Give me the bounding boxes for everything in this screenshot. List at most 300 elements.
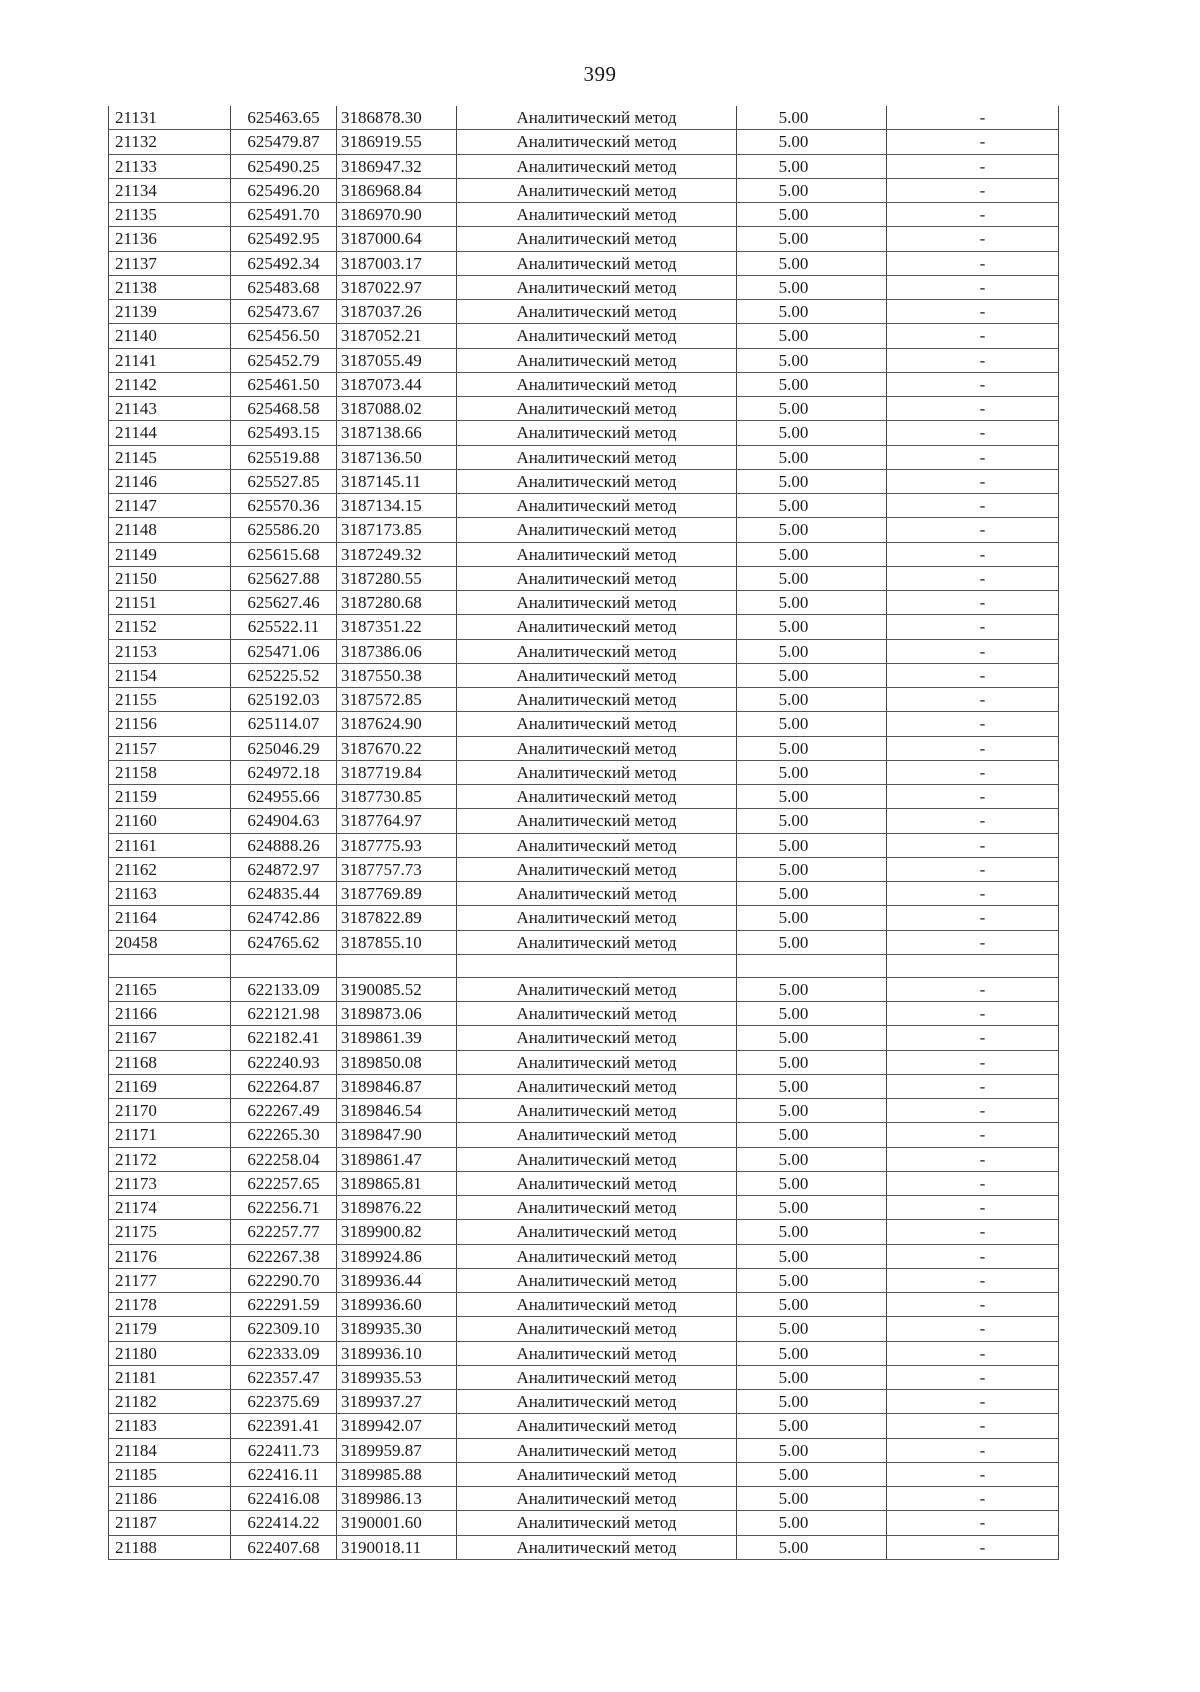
table-row (109, 639, 1059, 663)
point-number: 21140 (109, 324, 231, 348)
coordinate-x: 625114.07 (231, 712, 337, 736)
coordinate-x: 624872.97 (231, 857, 337, 881)
point-number: 21178 (109, 1293, 231, 1317)
accuracy-cell: 5.00 (737, 1050, 887, 1074)
coordinate-x: 625490.25 (231, 154, 337, 178)
empty-mark-cell: - (887, 106, 1059, 130)
empty-mark-cell: - (887, 1390, 1059, 1414)
point-number: 21181 (109, 1365, 231, 1389)
accuracy-cell: 5.00 (737, 1365, 887, 1389)
method-cell: Аналитический метод (457, 445, 737, 469)
method-cell: Аналитический метод (457, 566, 737, 590)
point-number: 21166 (109, 1002, 231, 1026)
table-row (109, 1002, 1059, 1026)
accuracy-cell: 5.00 (737, 421, 887, 445)
empty-mark-cell: - (887, 372, 1059, 396)
table-row (109, 445, 1059, 469)
accuracy-cell: 5.00 (737, 518, 887, 542)
table-row (109, 906, 1059, 930)
coordinate-y: 3186878.30 (337, 106, 457, 130)
method-cell: Аналитический метод (457, 785, 737, 809)
point-number: 21154 (109, 663, 231, 687)
method-cell: Аналитический метод (457, 615, 737, 639)
table-row (109, 1268, 1059, 1292)
point-number: 21156 (109, 712, 231, 736)
point-number: 21138 (109, 275, 231, 299)
blank-cell (887, 954, 1059, 977)
accuracy-cell: 5.00 (737, 324, 887, 348)
empty-mark-cell: - (887, 1074, 1059, 1098)
accuracy-cell: 5.00 (737, 639, 887, 663)
point-number: 21162 (109, 857, 231, 881)
table-row (109, 663, 1059, 687)
accuracy-cell: 5.00 (737, 1171, 887, 1195)
empty-mark-cell: - (887, 906, 1059, 930)
coordinate-x: 625483.68 (231, 275, 337, 299)
accuracy-cell: 5.00 (737, 251, 887, 275)
coordinate-y: 3189935.53 (337, 1365, 457, 1389)
accuracy-cell: 5.00 (737, 1414, 887, 1438)
accuracy-cell: 5.00 (737, 1220, 887, 1244)
table-row (109, 227, 1059, 251)
blank-cell (737, 954, 887, 977)
method-cell: Аналитический метод (457, 736, 737, 760)
table-row (109, 251, 1059, 275)
coordinate-y: 3189876.22 (337, 1196, 457, 1220)
accuracy-cell: 5.00 (737, 857, 887, 881)
method-cell: Аналитический метод (457, 251, 737, 275)
coordinate-x: 625627.88 (231, 566, 337, 590)
coordinate-y: 3187572.85 (337, 688, 457, 712)
empty-mark-cell: - (887, 882, 1059, 906)
accuracy-cell: 5.00 (737, 930, 887, 954)
point-number: 21179 (109, 1317, 231, 1341)
coordinate-x: 624742.86 (231, 906, 337, 930)
table-row (109, 1050, 1059, 1074)
table-row (109, 1365, 1059, 1389)
method-cell: Аналитический метод (457, 372, 737, 396)
table-row (109, 930, 1059, 954)
table-row (109, 1147, 1059, 1171)
coordinate-x: 622333.09 (231, 1341, 337, 1365)
method-cell: Аналитический метод (457, 1535, 737, 1559)
empty-mark-cell: - (887, 1002, 1059, 1026)
coordinate-x: 622416.11 (231, 1462, 337, 1486)
coordinate-x: 625522.11 (231, 615, 337, 639)
point-number: 21131 (109, 106, 231, 130)
coordinate-x: 622264.87 (231, 1074, 337, 1098)
coordinate-y: 3190085.52 (337, 977, 457, 1001)
point-number: 21160 (109, 809, 231, 833)
method-cell: Аналитический метод (457, 1462, 737, 1486)
coordinate-x: 622411.73 (231, 1438, 337, 1462)
point-number: 21132 (109, 130, 231, 154)
point-number: 21165 (109, 977, 231, 1001)
accuracy-cell: 5.00 (737, 663, 887, 687)
coordinate-y: 3187138.66 (337, 421, 457, 445)
coordinate-y: 3187764.97 (337, 809, 457, 833)
coordinate-x: 622416.08 (231, 1487, 337, 1511)
coordinate-x: 622256.71 (231, 1196, 337, 1220)
method-cell: Аналитический метод (457, 1268, 737, 1292)
point-number: 21184 (109, 1438, 231, 1462)
empty-mark-cell: - (887, 1147, 1059, 1171)
coordinate-x: 625491.70 (231, 203, 337, 227)
coordinate-y: 3187037.26 (337, 300, 457, 324)
point-number: 21168 (109, 1050, 231, 1074)
accuracy-cell: 5.00 (737, 1196, 887, 1220)
table-row (109, 1511, 1059, 1535)
coordinate-x: 622182.41 (231, 1026, 337, 1050)
method-cell: Аналитический метод (457, 178, 737, 202)
accuracy-cell: 5.00 (737, 688, 887, 712)
accuracy-cell: 5.00 (737, 1462, 887, 1486)
accuracy-cell: 5.00 (737, 1123, 887, 1147)
empty-mark-cell: - (887, 1365, 1059, 1389)
table-row (109, 1390, 1059, 1414)
table-row (109, 1438, 1059, 1462)
method-cell: Аналитический метод (457, 324, 737, 348)
method-cell: Аналитический метод (457, 1026, 737, 1050)
accuracy-cell: 5.00 (737, 397, 887, 421)
point-number: 21163 (109, 882, 231, 906)
accuracy-cell: 5.00 (737, 882, 887, 906)
coordinate-y: 3189924.86 (337, 1244, 457, 1268)
point-number: 21182 (109, 1390, 231, 1414)
coordinate-y: 3189959.87 (337, 1438, 457, 1462)
coordinate-x: 624835.44 (231, 882, 337, 906)
coordinate-x: 625456.50 (231, 324, 337, 348)
method-cell: Аналитический метод (457, 494, 737, 518)
empty-mark-cell: - (887, 1220, 1059, 1244)
empty-mark-cell: - (887, 1438, 1059, 1462)
coordinate-x: 622414.22 (231, 1511, 337, 1535)
coordinate-x: 622391.41 (231, 1414, 337, 1438)
coordinate-y: 3187775.93 (337, 833, 457, 857)
table-row (109, 977, 1059, 1001)
table-row (109, 1535, 1059, 1559)
method-cell: Аналитический метод (457, 977, 737, 1001)
point-number: 21161 (109, 833, 231, 857)
table-row (109, 178, 1059, 202)
point-number: 21153 (109, 639, 231, 663)
coordinate-x: 624765.62 (231, 930, 337, 954)
point-number: 21158 (109, 760, 231, 784)
blank-cell (109, 954, 231, 977)
coordinate-y: 3190001.60 (337, 1511, 457, 1535)
accuracy-cell: 5.00 (737, 178, 887, 202)
accuracy-cell: 5.00 (737, 1244, 887, 1268)
table-row (109, 882, 1059, 906)
empty-mark-cell: - (887, 227, 1059, 251)
table-row (109, 348, 1059, 372)
coordinate-x: 624955.66 (231, 785, 337, 809)
table-row (109, 324, 1059, 348)
empty-mark-cell: - (887, 785, 1059, 809)
empty-mark-cell: - (887, 1196, 1059, 1220)
method-cell: Аналитический метод (457, 1365, 737, 1389)
empty-mark-cell: - (887, 1244, 1059, 1268)
accuracy-cell: 5.00 (737, 130, 887, 154)
empty-mark-cell: - (887, 688, 1059, 712)
coordinate-x: 622257.77 (231, 1220, 337, 1244)
table-row (109, 785, 1059, 809)
point-number: 21137 (109, 251, 231, 275)
coordinate-y: 3189850.08 (337, 1050, 457, 1074)
table-row (109, 1099, 1059, 1123)
accuracy-cell: 5.00 (737, 275, 887, 299)
point-number: 21142 (109, 372, 231, 396)
page-number: 399 (583, 62, 617, 86)
empty-mark-cell: - (887, 1511, 1059, 1535)
point-number: 21150 (109, 566, 231, 590)
coordinate-x: 624904.63 (231, 809, 337, 833)
coordinate-x: 622375.69 (231, 1390, 337, 1414)
accuracy-cell: 5.00 (737, 809, 887, 833)
coordinate-x: 625493.15 (231, 421, 337, 445)
method-cell: Аналитический метод (457, 203, 737, 227)
empty-mark-cell: - (887, 494, 1059, 518)
accuracy-cell: 5.00 (737, 106, 887, 130)
coordinate-y: 3189846.87 (337, 1074, 457, 1098)
empty-mark-cell: - (887, 857, 1059, 881)
table-row (109, 688, 1059, 712)
point-number: 21174 (109, 1196, 231, 1220)
accuracy-cell: 5.00 (737, 227, 887, 251)
accuracy-cell: 5.00 (737, 977, 887, 1001)
point-number: 21152 (109, 615, 231, 639)
coordinate-x: 625468.58 (231, 397, 337, 421)
coordinate-y: 3189935.30 (337, 1317, 457, 1341)
coordinate-x: 622240.93 (231, 1050, 337, 1074)
accuracy-cell: 5.00 (737, 445, 887, 469)
table-row (109, 106, 1059, 130)
coordinate-x: 625461.50 (231, 372, 337, 396)
method-cell: Аналитический метод (457, 469, 737, 493)
table-row (109, 518, 1059, 542)
method-cell: Аналитический метод (457, 639, 737, 663)
point-number: 21188 (109, 1535, 231, 1559)
coordinates-table (108, 106, 1059, 1560)
accuracy-cell: 5.00 (737, 785, 887, 809)
accuracy-cell: 5.00 (737, 760, 887, 784)
method-cell: Аналитический метод (457, 712, 737, 736)
method-cell: Аналитический метод (457, 663, 737, 687)
accuracy-cell: 5.00 (737, 1487, 887, 1511)
table-row (109, 736, 1059, 760)
empty-mark-cell: - (887, 154, 1059, 178)
method-cell: Аналитический метод (457, 1390, 737, 1414)
coordinate-x: 625519.88 (231, 445, 337, 469)
accuracy-cell: 5.00 (737, 736, 887, 760)
point-number: 21144 (109, 421, 231, 445)
method-cell: Аналитический метод (457, 154, 737, 178)
coordinate-x: 622133.09 (231, 977, 337, 1001)
accuracy-cell: 5.00 (737, 906, 887, 930)
empty-mark-cell: - (887, 1026, 1059, 1050)
point-number: 21186 (109, 1487, 231, 1511)
empty-mark-cell: - (887, 469, 1059, 493)
method-cell: Аналитический метод (457, 1002, 737, 1026)
accuracy-cell: 5.00 (737, 1268, 887, 1292)
accuracy-cell: 5.00 (737, 566, 887, 590)
method-cell: Аналитический метод (457, 1147, 737, 1171)
coordinate-y: 3186919.55 (337, 130, 457, 154)
accuracy-cell: 5.00 (737, 300, 887, 324)
accuracy-cell: 5.00 (737, 833, 887, 857)
coordinate-y: 3186947.32 (337, 154, 457, 178)
accuracy-cell: 5.00 (737, 1074, 887, 1098)
coordinate-x: 625225.52 (231, 663, 337, 687)
table-row (109, 1341, 1059, 1365)
table-row (109, 760, 1059, 784)
coordinate-x: 622265.30 (231, 1123, 337, 1147)
coordinate-x: 625473.67 (231, 300, 337, 324)
empty-mark-cell: - (887, 275, 1059, 299)
point-number: 21170 (109, 1099, 231, 1123)
point-number: 21143 (109, 397, 231, 421)
accuracy-cell: 5.00 (737, 494, 887, 518)
coordinate-y: 3187003.17 (337, 251, 457, 275)
method-cell: Аналитический метод (457, 1317, 737, 1341)
table-row (109, 566, 1059, 590)
accuracy-cell: 5.00 (737, 615, 887, 639)
accuracy-cell: 5.00 (737, 154, 887, 178)
table-row (109, 833, 1059, 857)
accuracy-cell: 5.00 (737, 348, 887, 372)
point-number: 21177 (109, 1268, 231, 1292)
point-number: 21176 (109, 1244, 231, 1268)
point-number: 21169 (109, 1074, 231, 1098)
coordinate-y: 3189873.06 (337, 1002, 457, 1026)
coordinate-y: 3186968.84 (337, 178, 457, 202)
table-row (109, 421, 1059, 445)
coordinate-x: 625192.03 (231, 688, 337, 712)
point-number: 21155 (109, 688, 231, 712)
empty-mark-cell: - (887, 712, 1059, 736)
coordinate-x: 622257.65 (231, 1171, 337, 1195)
method-cell: Аналитический метод (457, 1487, 737, 1511)
method-cell: Аналитический метод (457, 1123, 737, 1147)
point-number: 21146 (109, 469, 231, 493)
coordinate-x: 625586.20 (231, 518, 337, 542)
accuracy-cell: 5.00 (737, 591, 887, 615)
coordinate-x: 622290.70 (231, 1268, 337, 1292)
table-row (109, 591, 1059, 615)
blank-cell (337, 954, 457, 977)
coordinate-y: 3189900.82 (337, 1220, 457, 1244)
empty-mark-cell: - (887, 324, 1059, 348)
coordinate-x: 625452.79 (231, 348, 337, 372)
coordinate-y: 3189861.47 (337, 1147, 457, 1171)
accuracy-cell: 5.00 (737, 1099, 887, 1123)
point-number: 21133 (109, 154, 231, 178)
point-number: 21187 (109, 1511, 231, 1535)
table-row (109, 1026, 1059, 1050)
table-row (109, 130, 1059, 154)
point-number: 21173 (109, 1171, 231, 1195)
method-cell: Аналитический метод (457, 348, 737, 372)
empty-mark-cell: - (887, 639, 1059, 663)
coordinate-y: 3187022.97 (337, 275, 457, 299)
coordinate-y: 3187000.64 (337, 227, 457, 251)
method-cell: Аналитический метод (457, 130, 737, 154)
coordinate-y: 3186970.90 (337, 203, 457, 227)
point-number: 21159 (109, 785, 231, 809)
coordinate-y: 3187136.50 (337, 445, 457, 469)
coordinate-x: 622267.38 (231, 1244, 337, 1268)
point-number: 21135 (109, 203, 231, 227)
empty-mark-cell: - (887, 130, 1059, 154)
empty-mark-cell: - (887, 518, 1059, 542)
table-row (109, 203, 1059, 227)
coordinate-y: 3187088.02 (337, 397, 457, 421)
method-cell: Аналитический метод (457, 1050, 737, 1074)
coordinate-y: 3187351.22 (337, 615, 457, 639)
coordinate-y: 3187249.32 (337, 542, 457, 566)
empty-mark-cell: - (887, 348, 1059, 372)
table-row (109, 372, 1059, 396)
coordinate-y: 3189985.88 (337, 1462, 457, 1486)
table-row (109, 1196, 1059, 1220)
table-row (109, 809, 1059, 833)
coordinate-x: 625627.46 (231, 591, 337, 615)
empty-mark-cell: - (887, 178, 1059, 202)
accuracy-cell: 5.00 (737, 203, 887, 227)
accuracy-cell: 5.00 (737, 712, 887, 736)
point-number: 21134 (109, 178, 231, 202)
table-row (109, 1244, 1059, 1268)
method-cell: Аналитический метод (457, 688, 737, 712)
method-cell: Аналитический метод (457, 1074, 737, 1098)
coordinate-x: 625496.20 (231, 178, 337, 202)
table-row (109, 300, 1059, 324)
point-number: 21183 (109, 1414, 231, 1438)
coordinate-x: 622291.59 (231, 1293, 337, 1317)
point-number: 21145 (109, 445, 231, 469)
accuracy-cell: 5.00 (737, 1147, 887, 1171)
method-cell: Аналитический метод (457, 518, 737, 542)
empty-mark-cell: - (887, 1487, 1059, 1511)
coordinate-y: 3187280.68 (337, 591, 457, 615)
coordinate-x: 622121.98 (231, 1002, 337, 1026)
coordinate-x: 625615.68 (231, 542, 337, 566)
coordinate-y: 3190018.11 (337, 1535, 457, 1559)
method-cell: Аналитический метод (457, 1244, 737, 1268)
point-number: 21185 (109, 1462, 231, 1486)
empty-mark-cell: - (887, 809, 1059, 833)
empty-mark-cell: - (887, 1535, 1059, 1559)
accuracy-cell: 5.00 (737, 1293, 887, 1317)
coordinate-y: 3189846.54 (337, 1099, 457, 1123)
coordinate-y: 3187769.89 (337, 882, 457, 906)
empty-mark-cell: - (887, 566, 1059, 590)
empty-mark-cell: - (887, 300, 1059, 324)
empty-mark-cell: - (887, 1293, 1059, 1317)
empty-mark-cell: - (887, 1050, 1059, 1074)
empty-mark-cell: - (887, 977, 1059, 1001)
method-cell: Аналитический метод (457, 421, 737, 445)
table-row (109, 275, 1059, 299)
coordinate-x: 622258.04 (231, 1147, 337, 1171)
coordinate-y: 3187670.22 (337, 736, 457, 760)
coordinate-x: 622267.49 (231, 1099, 337, 1123)
method-cell: Аналитический метод (457, 882, 737, 906)
empty-mark-cell: - (887, 833, 1059, 857)
coordinate-y: 3187173.85 (337, 518, 457, 542)
coordinate-y: 3189937.27 (337, 1390, 457, 1414)
empty-mark-cell: - (887, 615, 1059, 639)
